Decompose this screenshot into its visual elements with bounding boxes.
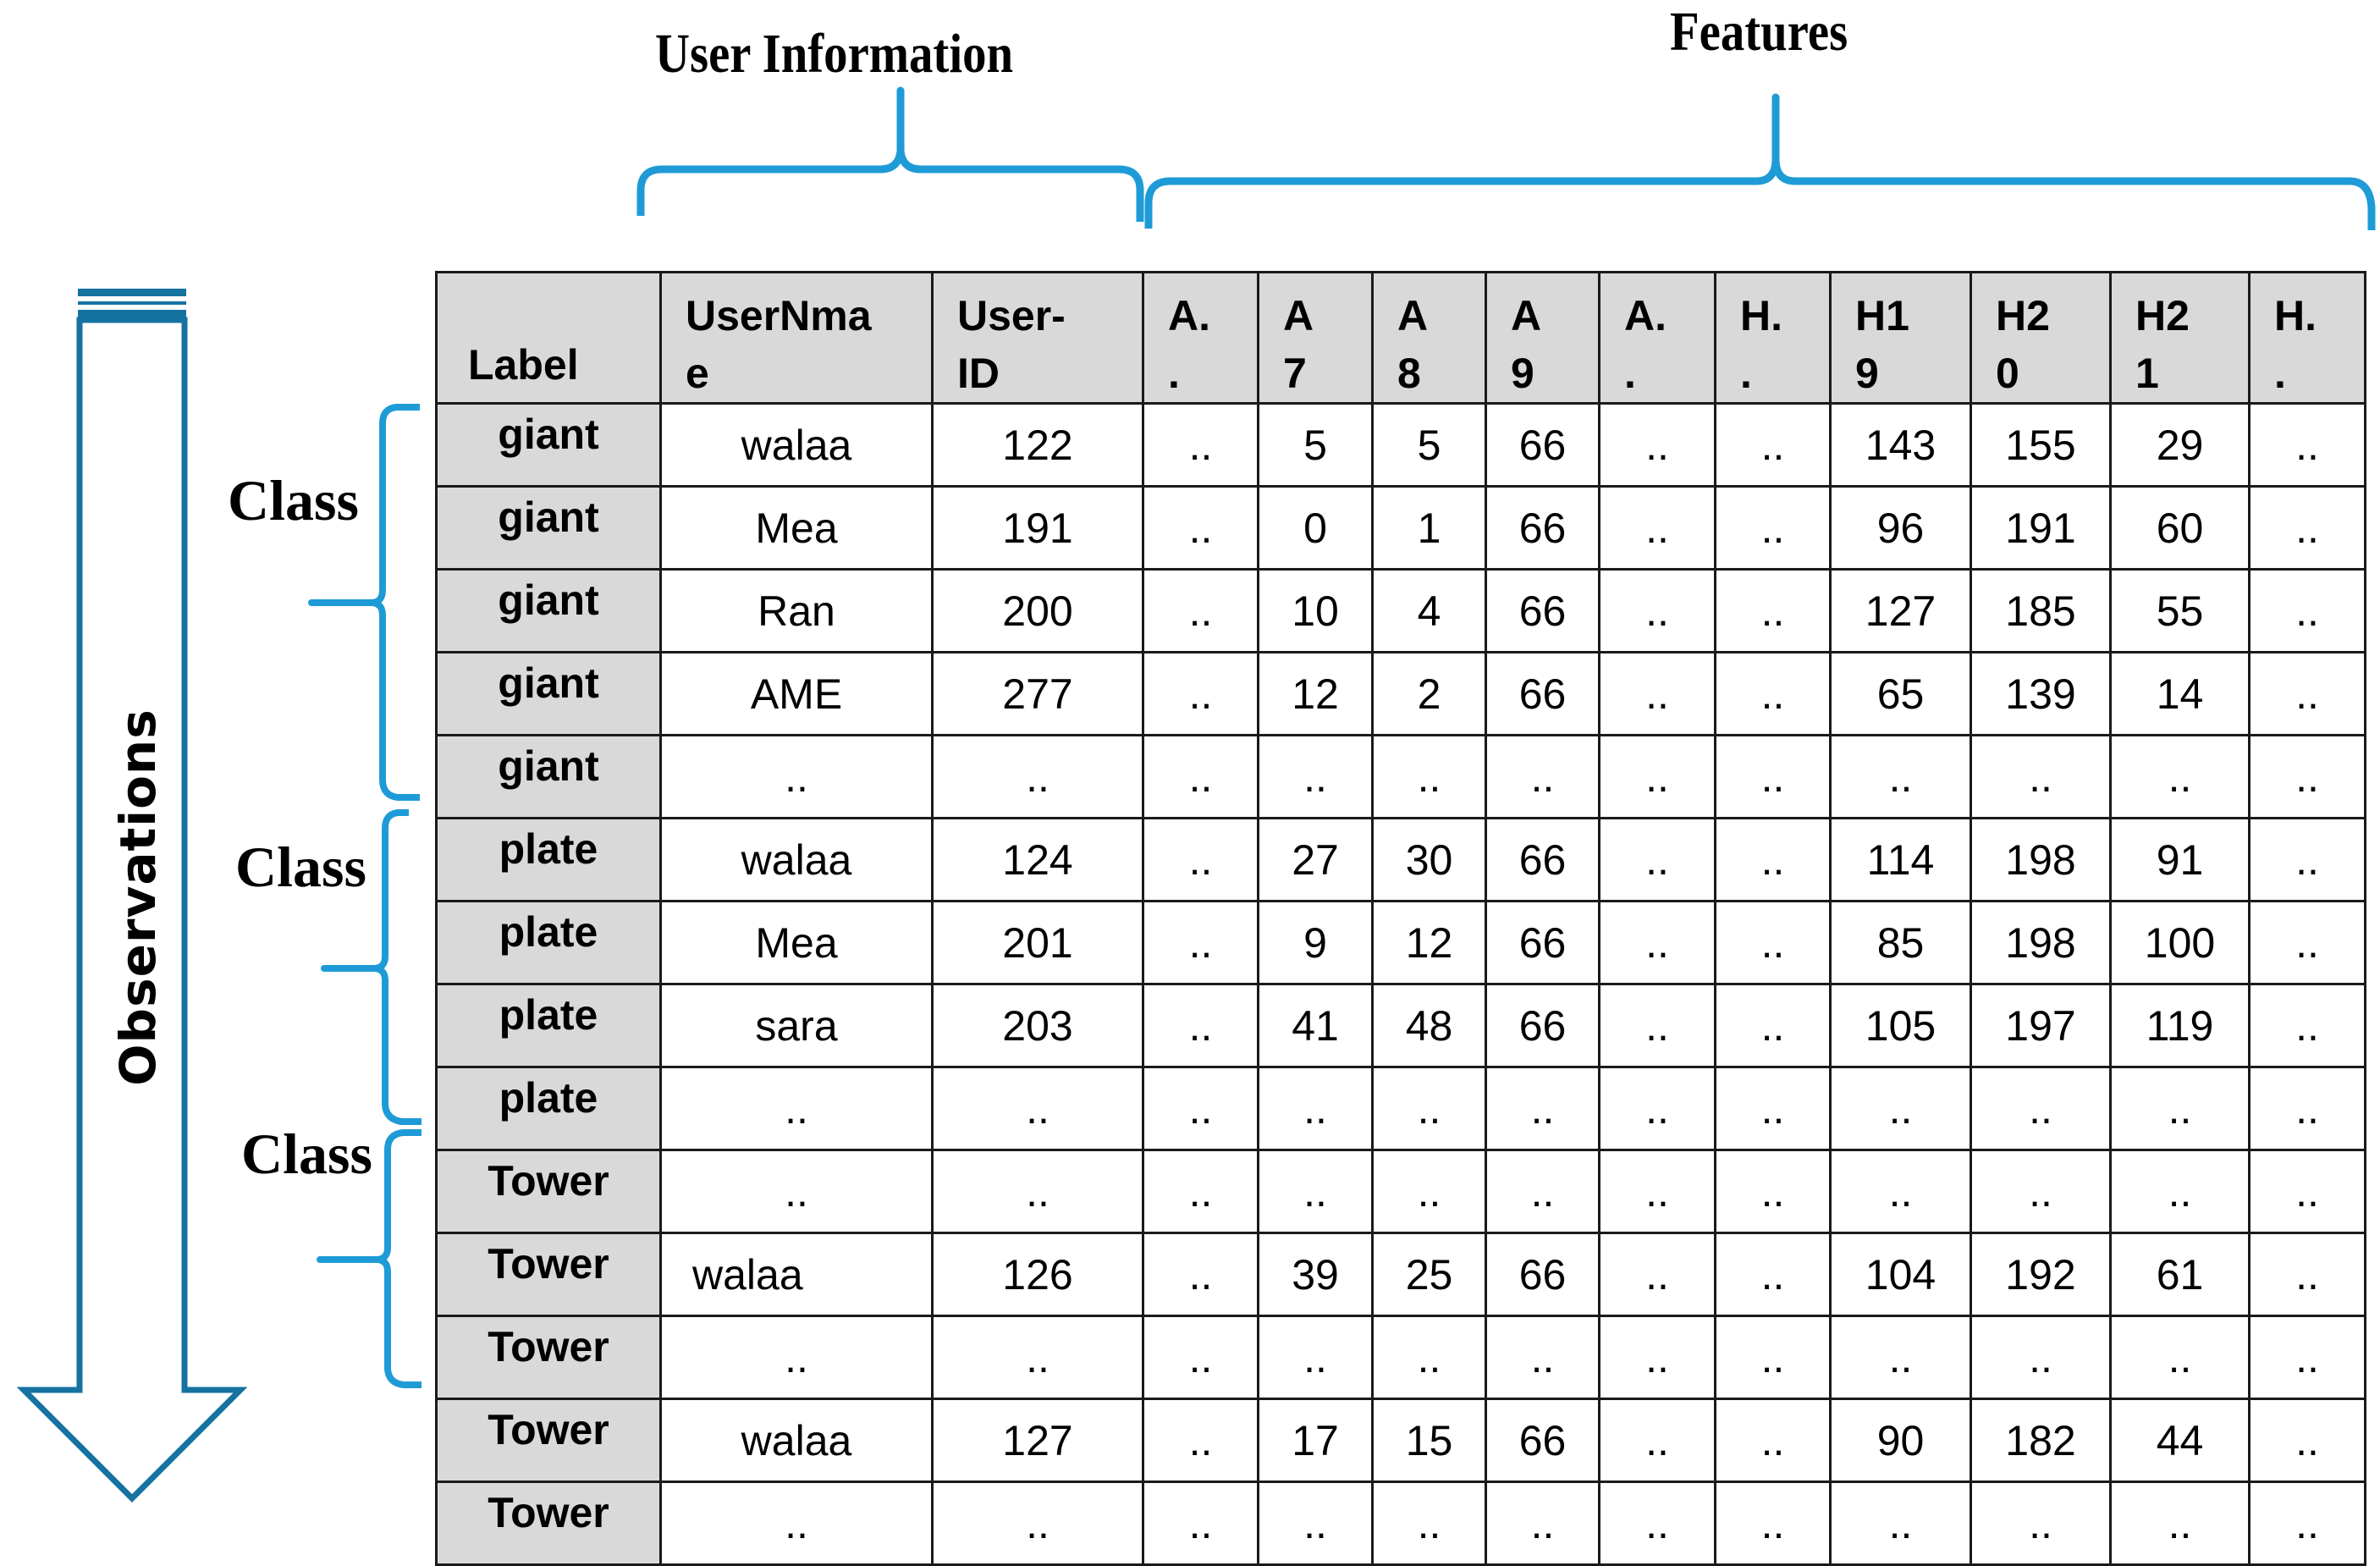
table-cell: 126 xyxy=(933,1233,1143,1316)
column-header xyxy=(1600,273,1716,404)
table-cell: .. xyxy=(1143,487,1259,570)
table-cell: 105 xyxy=(1831,984,1971,1067)
column-header-line1: A xyxy=(1397,292,1429,339)
table-cell: .. xyxy=(1486,1067,1600,1150)
table-cell: 4 xyxy=(1373,570,1486,653)
table-body xyxy=(437,404,2366,1565)
table-cell: .. xyxy=(661,1316,933,1399)
table-cell: 192 xyxy=(1971,1233,2111,1316)
table-cell: .. xyxy=(1373,1067,1486,1150)
table-cell: 12 xyxy=(1373,902,1486,984)
column-header xyxy=(1259,273,1373,404)
table-cell: .. xyxy=(1716,1482,1831,1565)
table-cell: 2 xyxy=(1373,653,1486,736)
table-cell: 182 xyxy=(1971,1399,2111,1482)
table-cell: 122 xyxy=(933,404,1143,487)
table-cell: 119 xyxy=(2111,984,2250,1067)
table-cell: 66 xyxy=(1486,1233,1600,1316)
user-information-title: User Information xyxy=(655,23,1014,85)
table-cell: .. xyxy=(1716,570,1831,653)
column-header xyxy=(1373,273,1486,404)
table-cell: .. xyxy=(1143,570,1259,653)
table-cell: .. xyxy=(1716,1233,1831,1316)
table-cell: .. xyxy=(1600,819,1716,902)
column-header-line2: 9 xyxy=(1511,350,1534,397)
table-cell: 41 xyxy=(1259,984,1373,1067)
table-cell: .. xyxy=(2250,819,2366,902)
table-cell: walaa xyxy=(661,404,933,487)
table-cell: .. xyxy=(1143,1482,1259,1565)
column-header-line1: H. xyxy=(2274,292,2317,339)
column-header xyxy=(1831,273,1971,404)
table-row xyxy=(437,902,2366,984)
table-cell: 65 xyxy=(1831,653,1971,736)
table-cell: 66 xyxy=(1486,819,1600,902)
class-label-cell: plate xyxy=(437,819,661,902)
class-label-cell: Tower xyxy=(437,1316,661,1399)
observations-table xyxy=(435,271,2366,1566)
table-cell: .. xyxy=(1600,570,1716,653)
table-cell: .. xyxy=(1831,1150,1971,1233)
table-cell: .. xyxy=(1486,1150,1600,1233)
table-cell: .. xyxy=(1143,1233,1259,1316)
table-cell: .. xyxy=(661,1150,933,1233)
table-cell: .. xyxy=(2250,1482,2366,1565)
class-label-cell: plate xyxy=(437,984,661,1067)
class-brace-giant-icon xyxy=(311,407,420,797)
table-cell: .. xyxy=(1831,1067,1971,1150)
table-cell: AME xyxy=(661,653,933,736)
class-label-cell: Tower xyxy=(437,1233,661,1316)
column-header xyxy=(1971,273,2111,404)
table-cell: .. xyxy=(1259,1067,1373,1150)
table-row xyxy=(437,736,2366,819)
table-cell: walaa xyxy=(661,819,933,902)
table-cell: 203 xyxy=(933,984,1143,1067)
class-label-tower: Class xyxy=(241,1122,372,1186)
table-cell: .. xyxy=(2111,736,2250,819)
column-header-line1: H2 xyxy=(2135,292,2190,339)
table-cell: 14 xyxy=(2111,653,2250,736)
table-cell: 104 xyxy=(1831,1233,1971,1316)
table-cell: .. xyxy=(1971,1482,2111,1565)
table-cell: 197 xyxy=(1971,984,2111,1067)
column-header-line2: 7 xyxy=(1283,350,1307,397)
table-cell: .. xyxy=(2111,1482,2250,1565)
class-label-cell: giant xyxy=(437,653,661,736)
table-cell: .. xyxy=(2250,404,2366,487)
column-header xyxy=(1486,273,1600,404)
column-header-line2: Label xyxy=(468,341,579,389)
table-cell: .. xyxy=(1716,653,1831,736)
table-cell: 29 xyxy=(2111,404,2250,487)
table-cell: walaa xyxy=(661,1399,933,1482)
table-cell: .. xyxy=(2250,1067,2366,1150)
table-cell: 198 xyxy=(1971,902,2111,984)
observations-label: Observations xyxy=(109,709,167,1086)
class-label-giant: Class xyxy=(228,468,359,532)
table-cell: .. xyxy=(1600,736,1716,819)
column-header-line2: 9 xyxy=(1855,350,1879,397)
table-cell: .. xyxy=(1831,1482,1971,1565)
table-cell: 66 xyxy=(1486,404,1600,487)
column-header-line1: UserNma xyxy=(686,292,872,339)
table-cell: .. xyxy=(1143,404,1259,487)
table-cell: 114 xyxy=(1831,819,1971,902)
column-header xyxy=(1143,273,1259,404)
table-cell: 55 xyxy=(2111,570,2250,653)
column-header-line1: A. xyxy=(1168,292,1210,339)
table-cell: 124 xyxy=(933,819,1143,902)
table-cell: 39 xyxy=(1259,1233,1373,1316)
table-cell: .. xyxy=(2111,1150,2250,1233)
table-cell: .. xyxy=(1600,1399,1716,1482)
table-cell: .. xyxy=(1600,1150,1716,1233)
table-row xyxy=(437,1067,2366,1150)
table-cell: .. xyxy=(1143,902,1259,984)
table-row xyxy=(437,819,2366,902)
table-cell: sara xyxy=(661,984,933,1067)
class-label-cell: giant xyxy=(437,570,661,653)
column-header xyxy=(2111,273,2250,404)
table-cell: 61 xyxy=(2111,1233,2250,1316)
table-cell: .. xyxy=(2250,902,2366,984)
table-cell: .. xyxy=(1716,819,1831,902)
table-cell: .. xyxy=(1600,1482,1716,1565)
table-cell: .. xyxy=(1600,1067,1716,1150)
table-cell: .. xyxy=(2250,653,2366,736)
column-header-line2: 8 xyxy=(1397,350,1421,397)
table-cell: .. xyxy=(1716,1150,1831,1233)
table-cell: 25 xyxy=(1373,1233,1486,1316)
table-cell: 191 xyxy=(933,487,1143,570)
table-cell: 27 xyxy=(1259,819,1373,902)
table-cell: 100 xyxy=(2111,902,2250,984)
table-cell: 30 xyxy=(1373,819,1486,902)
class-label-cell: Tower xyxy=(437,1482,661,1565)
column-header-line1: User- xyxy=(957,292,1066,339)
column-header-line1: H. xyxy=(1740,292,1782,339)
table-cell: .. xyxy=(1486,1316,1600,1399)
table-cell: .. xyxy=(2250,736,2366,819)
table-cell: .. xyxy=(1600,1233,1716,1316)
table-cell: .. xyxy=(1716,1067,1831,1150)
table-cell: 139 xyxy=(1971,653,2111,736)
column-header-line2: . xyxy=(1740,350,1752,397)
table-cell: .. xyxy=(661,736,933,819)
column-header-line1: H2 xyxy=(1996,292,2050,339)
table-cell: 201 xyxy=(933,902,1143,984)
table-cell: 277 xyxy=(933,653,1143,736)
table-cell: .. xyxy=(2250,487,2366,570)
table-cell: .. xyxy=(1971,1150,2111,1233)
table-row xyxy=(437,653,2366,736)
table-cell: 15 xyxy=(1373,1399,1486,1482)
table-cell: 200 xyxy=(933,570,1143,653)
table-cell: .. xyxy=(1600,902,1716,984)
column-header-line2: . xyxy=(2274,350,2286,397)
table-cell: .. xyxy=(933,1482,1143,1565)
table-cell: 185 xyxy=(1971,570,2111,653)
table-cell: .. xyxy=(2111,1316,2250,1399)
table-cell: 10 xyxy=(1259,570,1373,653)
table-cell: Mea xyxy=(661,487,933,570)
column-header xyxy=(1716,273,1831,404)
table-cell: .. xyxy=(2250,1399,2366,1482)
class-label-cell: giant xyxy=(437,404,661,487)
table-cell: 66 xyxy=(1486,653,1600,736)
table-cell: .. xyxy=(1373,736,1486,819)
table-cell: 48 xyxy=(1373,984,1486,1067)
table-cell: .. xyxy=(1716,984,1831,1067)
table-cell: .. xyxy=(1716,1316,1831,1399)
table-row xyxy=(437,1482,2366,1565)
table-cell: 155 xyxy=(1971,404,2111,487)
table-cell: .. xyxy=(2111,1067,2250,1150)
table-cell: .. xyxy=(2250,984,2366,1067)
table-cell: 127 xyxy=(1831,570,1971,653)
column-header xyxy=(933,273,1143,404)
class-label-cell: plate xyxy=(437,902,661,984)
table-cell: .. xyxy=(1373,1316,1486,1399)
table-cell: .. xyxy=(1486,1482,1600,1565)
table-cell: 96 xyxy=(1831,487,1971,570)
table-cell: .. xyxy=(2250,1233,2366,1316)
table-cell: .. xyxy=(661,1482,933,1565)
column-header-line1: H1 xyxy=(1855,292,1909,339)
table-cell: .. xyxy=(1259,736,1373,819)
table-cell: .. xyxy=(933,1150,1143,1233)
table-cell: .. xyxy=(1143,1150,1259,1233)
table-cell: 5 xyxy=(1373,404,1486,487)
table-cell: .. xyxy=(1143,653,1259,736)
table-cell: .. xyxy=(1600,653,1716,736)
class-label-cell: giant xyxy=(437,487,661,570)
table-cell: 198 xyxy=(1971,819,2111,902)
class-label-cell: giant xyxy=(437,736,661,819)
table-cell: .. xyxy=(1600,404,1716,487)
table-cell: 17 xyxy=(1259,1399,1373,1482)
table-cell: .. xyxy=(1716,736,1831,819)
table-row xyxy=(437,487,2366,570)
table-cell: 66 xyxy=(1486,902,1600,984)
column-header-line2: 0 xyxy=(1996,350,2019,397)
table-cell: .. xyxy=(1971,736,2111,819)
table-cell: .. xyxy=(933,1316,1143,1399)
column-header-line2: e xyxy=(686,350,709,397)
table-cell: 9 xyxy=(1259,902,1373,984)
table-cell: 0 xyxy=(1259,487,1373,570)
table-cell: .. xyxy=(1600,984,1716,1067)
table-cell: 66 xyxy=(1486,487,1600,570)
column-header-line2: 1 xyxy=(2135,350,2159,397)
table-cell: .. xyxy=(1831,1316,1971,1399)
table-cell: .. xyxy=(1143,819,1259,902)
column-header-line2: ID xyxy=(957,350,1000,397)
table-cell: .. xyxy=(1143,1067,1259,1150)
column-header-line1: A. xyxy=(1624,292,1667,339)
table-cell: 44 xyxy=(2111,1399,2250,1482)
table-cell: .. xyxy=(1971,1067,2111,1150)
table-cell: walaa xyxy=(661,1233,933,1316)
table-cell: .. xyxy=(661,1067,933,1150)
table-cell: 85 xyxy=(1831,902,1971,984)
table-cell: .. xyxy=(1716,404,1831,487)
table-row xyxy=(437,1233,2366,1316)
header-row xyxy=(437,273,2366,404)
class-label-plate: Class xyxy=(235,835,366,899)
column-header-line2: . xyxy=(1168,350,1180,397)
table-row xyxy=(437,1316,2366,1399)
features-title: Features xyxy=(1670,1,1848,63)
table-cell: .. xyxy=(2250,1316,2366,1399)
features-brace-icon xyxy=(1149,97,2372,230)
table-cell: 5 xyxy=(1259,404,1373,487)
table-cell: .. xyxy=(1600,1316,1716,1399)
class-label-cell: Tower xyxy=(437,1399,661,1482)
table-cell: .. xyxy=(1600,487,1716,570)
table-cell: .. xyxy=(1373,1482,1486,1565)
table-row xyxy=(437,404,2366,487)
table-cell: .. xyxy=(2250,570,2366,653)
table-cell: .. xyxy=(1971,1316,2111,1399)
table-cell: .. xyxy=(1373,1150,1486,1233)
column-header-line2: . xyxy=(1624,350,1636,397)
table-cell: .. xyxy=(933,1067,1143,1150)
table-row xyxy=(437,1399,2366,1482)
table-cell: 66 xyxy=(1486,1399,1600,1482)
table-cell: .. xyxy=(1259,1482,1373,1565)
column-header-line1: A xyxy=(1511,292,1542,339)
table-cell: 90 xyxy=(1831,1399,1971,1482)
table-row xyxy=(437,984,2366,1067)
table-cell: .. xyxy=(1831,736,1971,819)
table-cell: Mea xyxy=(661,902,933,984)
class-label-cell: plate xyxy=(437,1067,661,1150)
column-header xyxy=(2250,273,2366,404)
table-cell: .. xyxy=(1143,984,1259,1067)
table-cell: .. xyxy=(1143,1316,1259,1399)
table-cell: 66 xyxy=(1486,570,1600,653)
table-cell: .. xyxy=(1143,736,1259,819)
table-cell: 66 xyxy=(1486,984,1600,1067)
table-cell: .. xyxy=(1716,902,1831,984)
table-cell: .. xyxy=(933,736,1143,819)
user-information-brace-icon xyxy=(641,91,1140,222)
table-cell: 1 xyxy=(1373,487,1486,570)
table-cell: .. xyxy=(2250,1150,2366,1233)
table-cell: .. xyxy=(1143,1399,1259,1482)
table-cell: .. xyxy=(1259,1150,1373,1233)
column-header xyxy=(661,273,933,404)
table-cell: .. xyxy=(1259,1316,1373,1399)
table-cell: .. xyxy=(1716,487,1831,570)
table-cell: .. xyxy=(1486,736,1600,819)
column-header-line1: A xyxy=(1283,292,1314,339)
table-cell: 143 xyxy=(1831,404,1971,487)
table-cell: 191 xyxy=(1971,487,2111,570)
table-row xyxy=(437,570,2366,653)
table-cell: Ran xyxy=(661,570,933,653)
table-cell: 60 xyxy=(2111,487,2250,570)
table-cell: 127 xyxy=(933,1399,1143,1482)
table-cell: 91 xyxy=(2111,819,2250,902)
class-label-cell: Tower xyxy=(437,1150,661,1233)
table-cell: 12 xyxy=(1259,653,1373,736)
table-row xyxy=(437,1150,2366,1233)
table-cell: .. xyxy=(1716,1399,1831,1482)
column-header-label xyxy=(437,273,661,404)
